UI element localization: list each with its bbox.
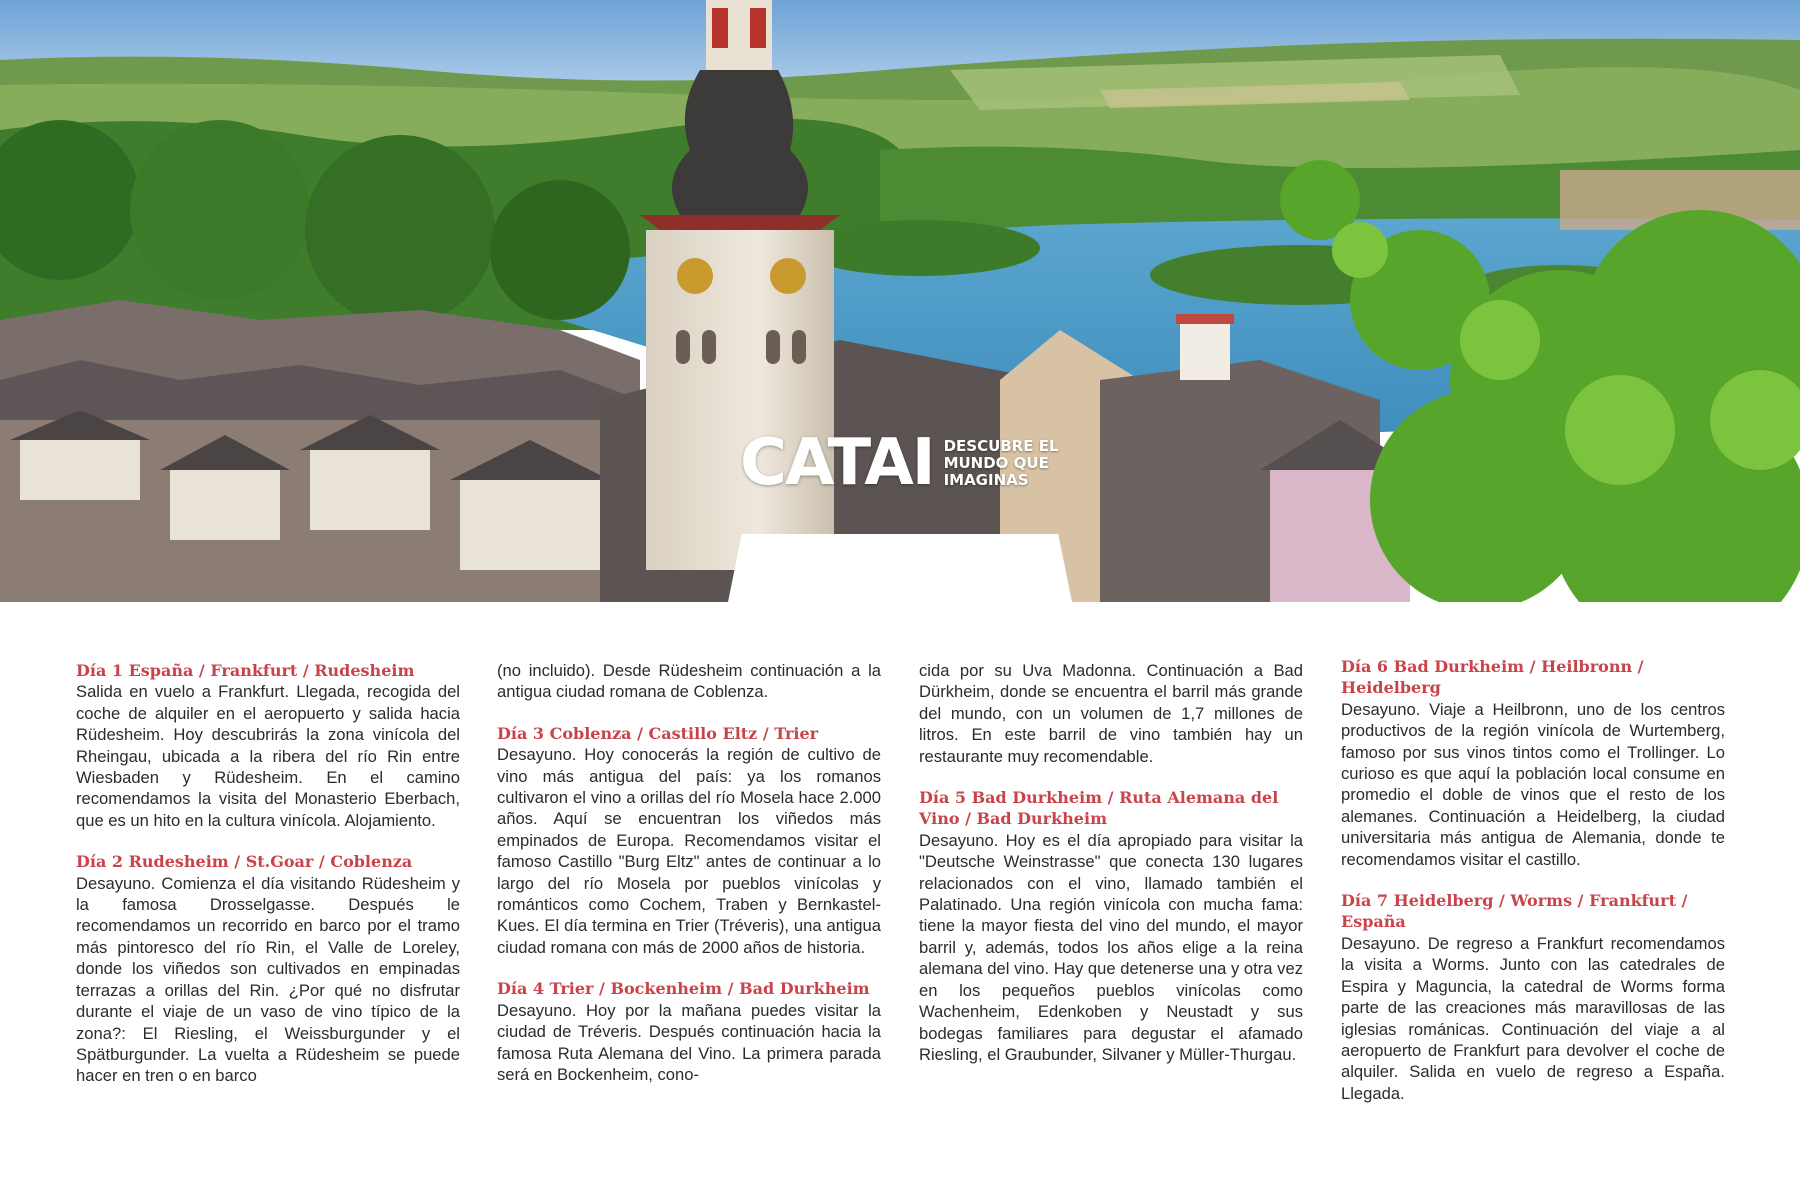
day-2-continued [497,660,881,703]
logo-tagline [944,438,1059,489]
day-2 [76,851,460,1086]
day-text: (no incluido). Desde Rüdesheim continuación a la antigua ciudad romana de Coblenza. [497,661,881,702]
text-column-1 [76,660,460,1107]
text-column-2 [497,660,881,1105]
day-title: Día 4 Trier / Bockenheim / Bad Durkheim [497,979,870,999]
day-5 [919,787,1303,1065]
text-column-3 [919,660,1303,1085]
day-4 [497,978,881,1085]
white-tab-shape [728,534,1072,602]
day-text: Desayuno. De regreso a Frankfurt recomendamos la visita a Worms. Junto con las catedrales de Espira y Maguncia, la catedral de Worms forma parte de las creaciones más maravillosas de las iglesias románicas. Continuación del viaje a al aeropuerto de Frankfurt para devolver el coche de alquiler. Salida en vuelo de regreso a España. Llegada. [1341,933,1725,1103]
day-text: Salida en vuelo a Frankfurt. Llegada, recogida del coche de alquiler en el aeropuerto y salida hacia Rüdesheim. Hoy descubrirás la zona vinícola del Rheingau, ubicada a la ribera del río Rin entre Wiesbaden y Rüdesheim. En el camino recomendamos la visita del Monasterio Eberbach, que es un hito en la cultura vinícola. Alojamiento. [76,682,460,830]
day-title: Día 6 Bad Durkheim / Heilbronn / Heidelberg [1341,657,1644,698]
day-text: Desayuno. Comienza el día visitando Rüdesheim y la famosa Drosselgasse. Después le recomendamos un recorrido en barco por el tramo más pintoresco del río Rin, el Valle de Loreley, donde los viñedos son cultivados en empinadas terrazas a orillas del Rin. ¿Por qué no disfrutar durante el viaje de un vaso de vino típico de la zona?: El Riesling, el Weissburgunder y el Spätburgunder. La vuelta a Rüdesheim se puede hacer en tren o en barco [76,873,460,1086]
day-text: cida por su Uva Madonna. Continuación a Bad Dürkheim, donde se encuentra el barril más grande del mundo, con un volumen de 1,7 millones de litros. En este barril de vino también hay un restaurante muy recomendable. [919,661,1303,766]
day-text: Desayuno. Hoy es el día apropiado para visitar la "Deutsche Weinstrasse" que conecta 130 lugares relacionados con el vino, llamado también el Palatinado. Una región vinícola con mucha fama: tiene la mayor fiesta del vino del mundo, el mayor barril y, además, todos los años elige a la reina alemana del vino. Hay que detenerse una y otra vez en los pequeños pueblos vinícolas como Wachenheim, Edenkoben y Neustadt y sus bodegas familiares para degustar el afamado Riesling, el Graubunder, Silvaner y Müller-Thurgau. [919,830,1303,1064]
tagline-line: DESCUBRE EL [943,436,1059,455]
text-column-4 [1341,656,1725,1124]
day-7 [1341,890,1725,1104]
day-title: Día 1 España / Frankfurt / Rudesheim [76,661,415,680]
day-title: Día 7 Heidelberg / Worms / Frankfurt / España [1341,891,1688,932]
logo-wordmark: CATAI [740,426,934,500]
day-text: Desayuno. Hoy conocerás la región de cultivo de vino más antigua del país: ya los romanos cultivaron el vino a orillas del río Mosela hace 2.000 años. Aquí se encuentran los viñedos más empinados de Europa. Recomendamos visitar el famoso Castillo "Burg Eltz" antes de continuar a lo largo del río Mosela por pueblos vinícolas y románticos como Cochem, Traben y Bernkastel-Kues. El día termina en Trier (Tréveris), una antigua ciudad romana con más de 2000 años de historia. [497,745,881,957]
day-title: Día 3 Coblenza / Castillo Eltz / Trier [497,723,819,743]
day-4-continued [919,660,1303,767]
tagline-line: MUNDO QUE [943,453,1049,472]
day-text: Desayuno. Viaje a Heilbronn, uno de los centros productivos de la región vinícola de Wurtemberg, famoso por sus vinos tintos como el Trollinger. Lo curioso es que aquí la población local consume en promedio el doble de vinos que el resto de los alemanes. Continuación a Heidelberg, la ciudad universitaria más antigua de Alemania, donde te recomendamos visitar el castillo. [1341,699,1725,869]
day-6 [1341,656,1725,870]
day-text: Desayuno. Hoy por la mañana puedes visitar la ciudad de Tréveris. Después continuación hacia la famosa Ruta Alemana del Vino. La primera parada será en Bockenheim, cono- [497,1000,881,1084]
day-1 [76,660,460,831]
catai-logo [740,426,1059,500]
tagline-line: IMAGINAS [943,470,1029,489]
day-3 [497,723,881,958]
day-title: Día 2 Rudesheim / St.Goar / Coblenza [76,852,413,872]
day-title: Día 5 Bad Durkheim / Ruta Alemana del Vino / Bad Durkheim [919,788,1279,829]
